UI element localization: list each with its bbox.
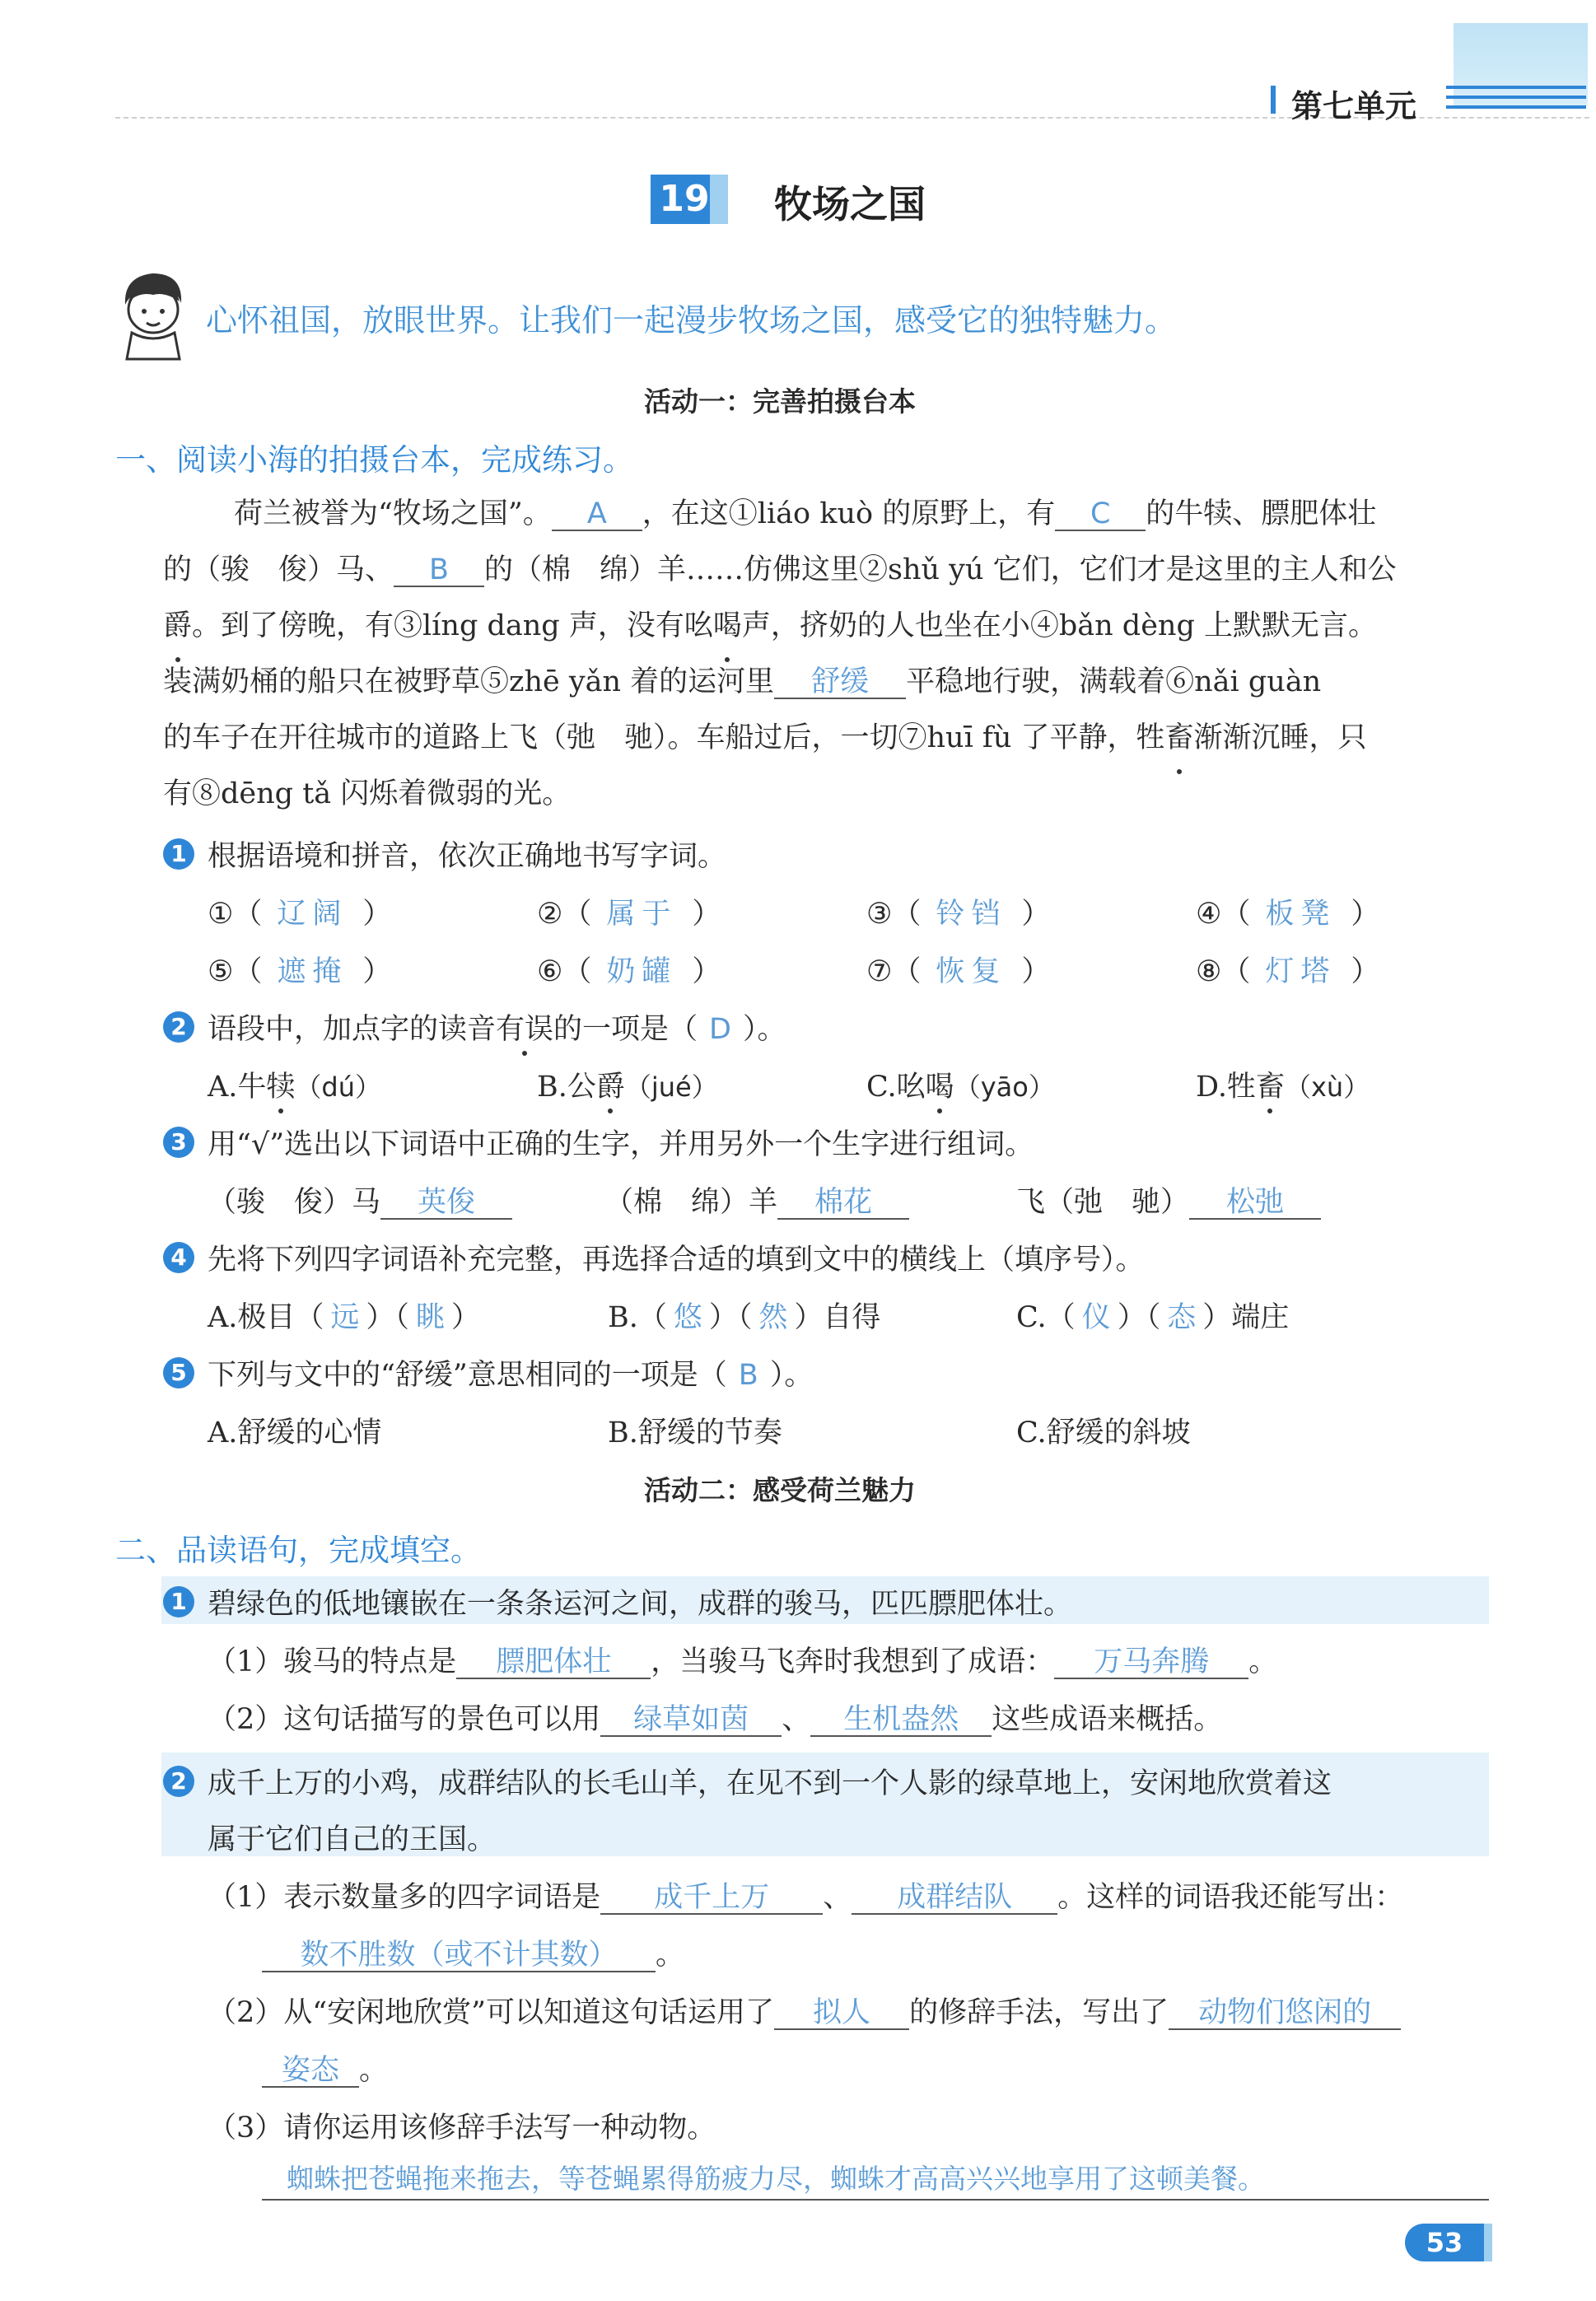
boy-avatar-icon (107, 262, 198, 361)
blank-1[interactable]: A (552, 499, 642, 531)
section1-title: 一、阅读小海的拍摄台本，完成练习。 (115, 442, 633, 478)
page-number-tail (1484, 2224, 1492, 2261)
page-number: 53 (1426, 2227, 1463, 2258)
passage-line-5: 的车子在开往城市的道路上飞（弛 驰）。车船过后，一切⑦huī fù 了平静，牲畜渐渐沉睡，只 (163, 710, 1489, 766)
passage-line-3: 爵。到了傍晚，有③líng dang 声，没有吆喝声，挤奶的人也坐在小④bǎn dèng 上默默无言。 (163, 598, 1489, 654)
answer-value[interactable]: 灯塔 (1265, 955, 1337, 988)
intro-text: 心怀祖国，放眼世界。让我们一起漫步牧场之国，感受它的独特魅力。 (206, 302, 1177, 338)
option-d[interactable]: D.牲畜（xù） (1196, 1064, 1370, 1105)
sentence-number-1: 1 (163, 1586, 194, 1617)
answer-item: ⑤（ 遮掩 ） (208, 955, 392, 988)
header-stripe (1446, 96, 1586, 99)
sentence-2-part-1: （1）表示数量多的四字词语是 成千上万 、 成群结队 。这样的词语我还能写出： (208, 1881, 1404, 1914)
passage-line-1: 荷兰被誉为“牧场之国”。 A ，在这①liáo kuò 的原野上，有 C 的牛犊、膘肥体壮 (234, 497, 1377, 530)
blank-3[interactable]: B (394, 555, 484, 587)
option-a[interactable]: A.舒缓的心情 (208, 1417, 382, 1449)
answer-item: ②（ 属于 ） (537, 898, 721, 931)
answer-item: ⑥（ 奶罐 ） (537, 955, 721, 988)
answer-value[interactable]: 板凳 (1265, 898, 1337, 931)
question-number-5: 5 (163, 1357, 194, 1389)
activity1-title: 活动一：完善拍摄台本 (644, 385, 916, 418)
option-b[interactable]: B.舒缓的节奏 (608, 1417, 782, 1449)
header-stripe (1446, 105, 1586, 109)
sentence-2-answer-line (262, 2158, 1489, 2201)
question-number-4: 4 (163, 1242, 194, 1273)
passage-line-6: 有⑧dēng tǎ 闪烁着微弱的光。 (163, 777, 572, 810)
answer-value[interactable]: 奶罐 (606, 955, 678, 988)
passage (163, 486, 1489, 822)
page-number-badge (1405, 2224, 1484, 2261)
answer-item: ①（ 辽阔 ） (208, 898, 392, 931)
question-4-text: 先将下列四字词语补充完整，再选择合适的填到文中的横线上（填序号）。 (208, 1244, 1145, 1277)
question-number-2: 2 (163, 1011, 194, 1043)
option-c[interactable]: C.舒缓的斜坡 (1016, 1417, 1191, 1449)
word-choice-item: （骏 俊）马 英俊 (208, 1179, 512, 1221)
word-choice-item: （棉 绵）羊 棉花 (604, 1179, 909, 1221)
word-choice-answer[interactable]: 棉花 (777, 1188, 909, 1220)
answer-item: ⑦（ 恢复 ） (866, 955, 1051, 988)
sentence-1-text: 碧绿色的低地镶嵌在一条条运河之间，成群的骏马，匹匹膘肥体壮。 (208, 1588, 1073, 1621)
sentence-2-part-1-extra: 数不胜数（或不计其数） 。 (262, 1932, 684, 1973)
sentence-2-line-1: 成千上万的小鸡，成群结队的长毛山羊，在见不到一个人影的绿草地上，安闲地欣赏着这 (208, 1767, 1332, 1800)
answer-value[interactable]: 属于 (606, 898, 678, 931)
sentence-2-part-2: （2）从“安闲地欣赏”可以知道这句话运用了 拟人 的修辞手法，写出了 动物们悠闲的 (208, 1990, 1401, 2031)
sentence-2-part-3: （3）请你运用该修辞手法写一种动物。 (208, 2112, 716, 2145)
passage-line-2: 的（骏 俊）马、 B 的（棉 绵）羊……仿佛这里②shǔ yú 它们，它们才是这里的主人和公 (163, 553, 1397, 586)
word-choice-answer[interactable]: 松弛 (1189, 1188, 1321, 1220)
question-number-1: 1 (163, 838, 194, 870)
question-5-text: 下列与文中的“舒缓”意思相同的一项是（ B ）。 (208, 1359, 814, 1392)
sentence-1-part-2: （2）这句话描写的景色可以用 绿草如茵 、 生机盎然 这些成语来概括。 (208, 1703, 1223, 1736)
header-stripe (1446, 86, 1586, 89)
answer-value[interactable]: 铃铛 (936, 898, 1007, 931)
question-1-text: 根据语境和拼音，依次正确地书写字词。 (208, 840, 727, 873)
lesson-title: 牧场之国 (774, 182, 926, 226)
section2-title: 二、品读语句，完成填空。 (115, 1533, 481, 1568)
answer-item: ⑧（ 灯塔 ） (1196, 955, 1380, 988)
lesson-number: 19 (659, 178, 710, 220)
question-3-text: 用“√”选出以下词语中正确的生字，并用另外一个生字进行组词。 (208, 1128, 1034, 1161)
question-4-option-c: C.（ 仪 ）（ 态 ）端庄 (1016, 1301, 1290, 1334)
activity2-title: 活动二：感受荷兰魅力 (644, 1474, 916, 1506)
answer-item: ④（ 板凳 ） (1196, 898, 1380, 931)
question-4-option-a: A.极目（ 远 ）（ 眺 ） (208, 1301, 480, 1334)
blank-2[interactable]: C (1055, 499, 1146, 531)
sentence-2-line-2: 属于它们自己的王国。 (208, 1823, 497, 1856)
question-5-answer[interactable]: B (738, 1359, 758, 1392)
question-2-answer[interactable]: D (709, 1013, 731, 1046)
option-c[interactable]: C.吆喝（yāo） (866, 1064, 1055, 1105)
word-choice-answer[interactable]: 英俊 (380, 1188, 512, 1220)
header-unit-bar (1271, 86, 1276, 114)
option-b[interactable]: B.公爵（jué） (537, 1064, 718, 1105)
sentence-1-part-1: （1）骏马的特点是 膘肥体壮 ，当骏马飞奔时我想到了成语： 万马奔腾 。 (208, 1645, 1278, 1678)
option-a[interactable]: A.牛犊（dú） (208, 1064, 381, 1105)
badge-corner (710, 175, 728, 224)
passage-line-4: 装满奶桶的船只在被野草⑤zhē yǎn 着的运河里 舒缓 平稳地行驶，满载着⑥nǎi guàn (163, 665, 1322, 698)
sentence-2-part-2-extra: 姿态 。 (262, 2047, 388, 2089)
answer-value[interactable]: 恢复 (936, 955, 1007, 988)
sentence-number-2: 2 (163, 1766, 194, 1797)
question-2-text: 语段中，加点字的读音有误的一项是（ D ）。 (208, 1006, 786, 1048)
header-unit: 第七单元 (1291, 88, 1417, 124)
answer-value[interactable]: 遮掩 (277, 955, 348, 988)
question-number-3: 3 (163, 1127, 194, 1158)
sentence-2-part-3-answer[interactable]: 蜘蛛把苍蝇拖来拖去，等苍蝇累得筋疲力尽，蜘蛛才高高兴兴地享用了这顿美餐。 (287, 2163, 1265, 2195)
question-4-option-b: B.（ 悠 ）（ 然 ）自得 (608, 1301, 881, 1334)
header-band (1454, 23, 1588, 105)
answer-value[interactable]: 辽阔 (277, 898, 348, 931)
answer-item: ③（ 铃铛 ） (866, 898, 1051, 931)
word-choice-item: 飞（弛 驰） 松弛 (1016, 1179, 1321, 1221)
blank-4[interactable]: 舒缓 (774, 667, 906, 699)
lesson-number-badge (651, 175, 718, 224)
